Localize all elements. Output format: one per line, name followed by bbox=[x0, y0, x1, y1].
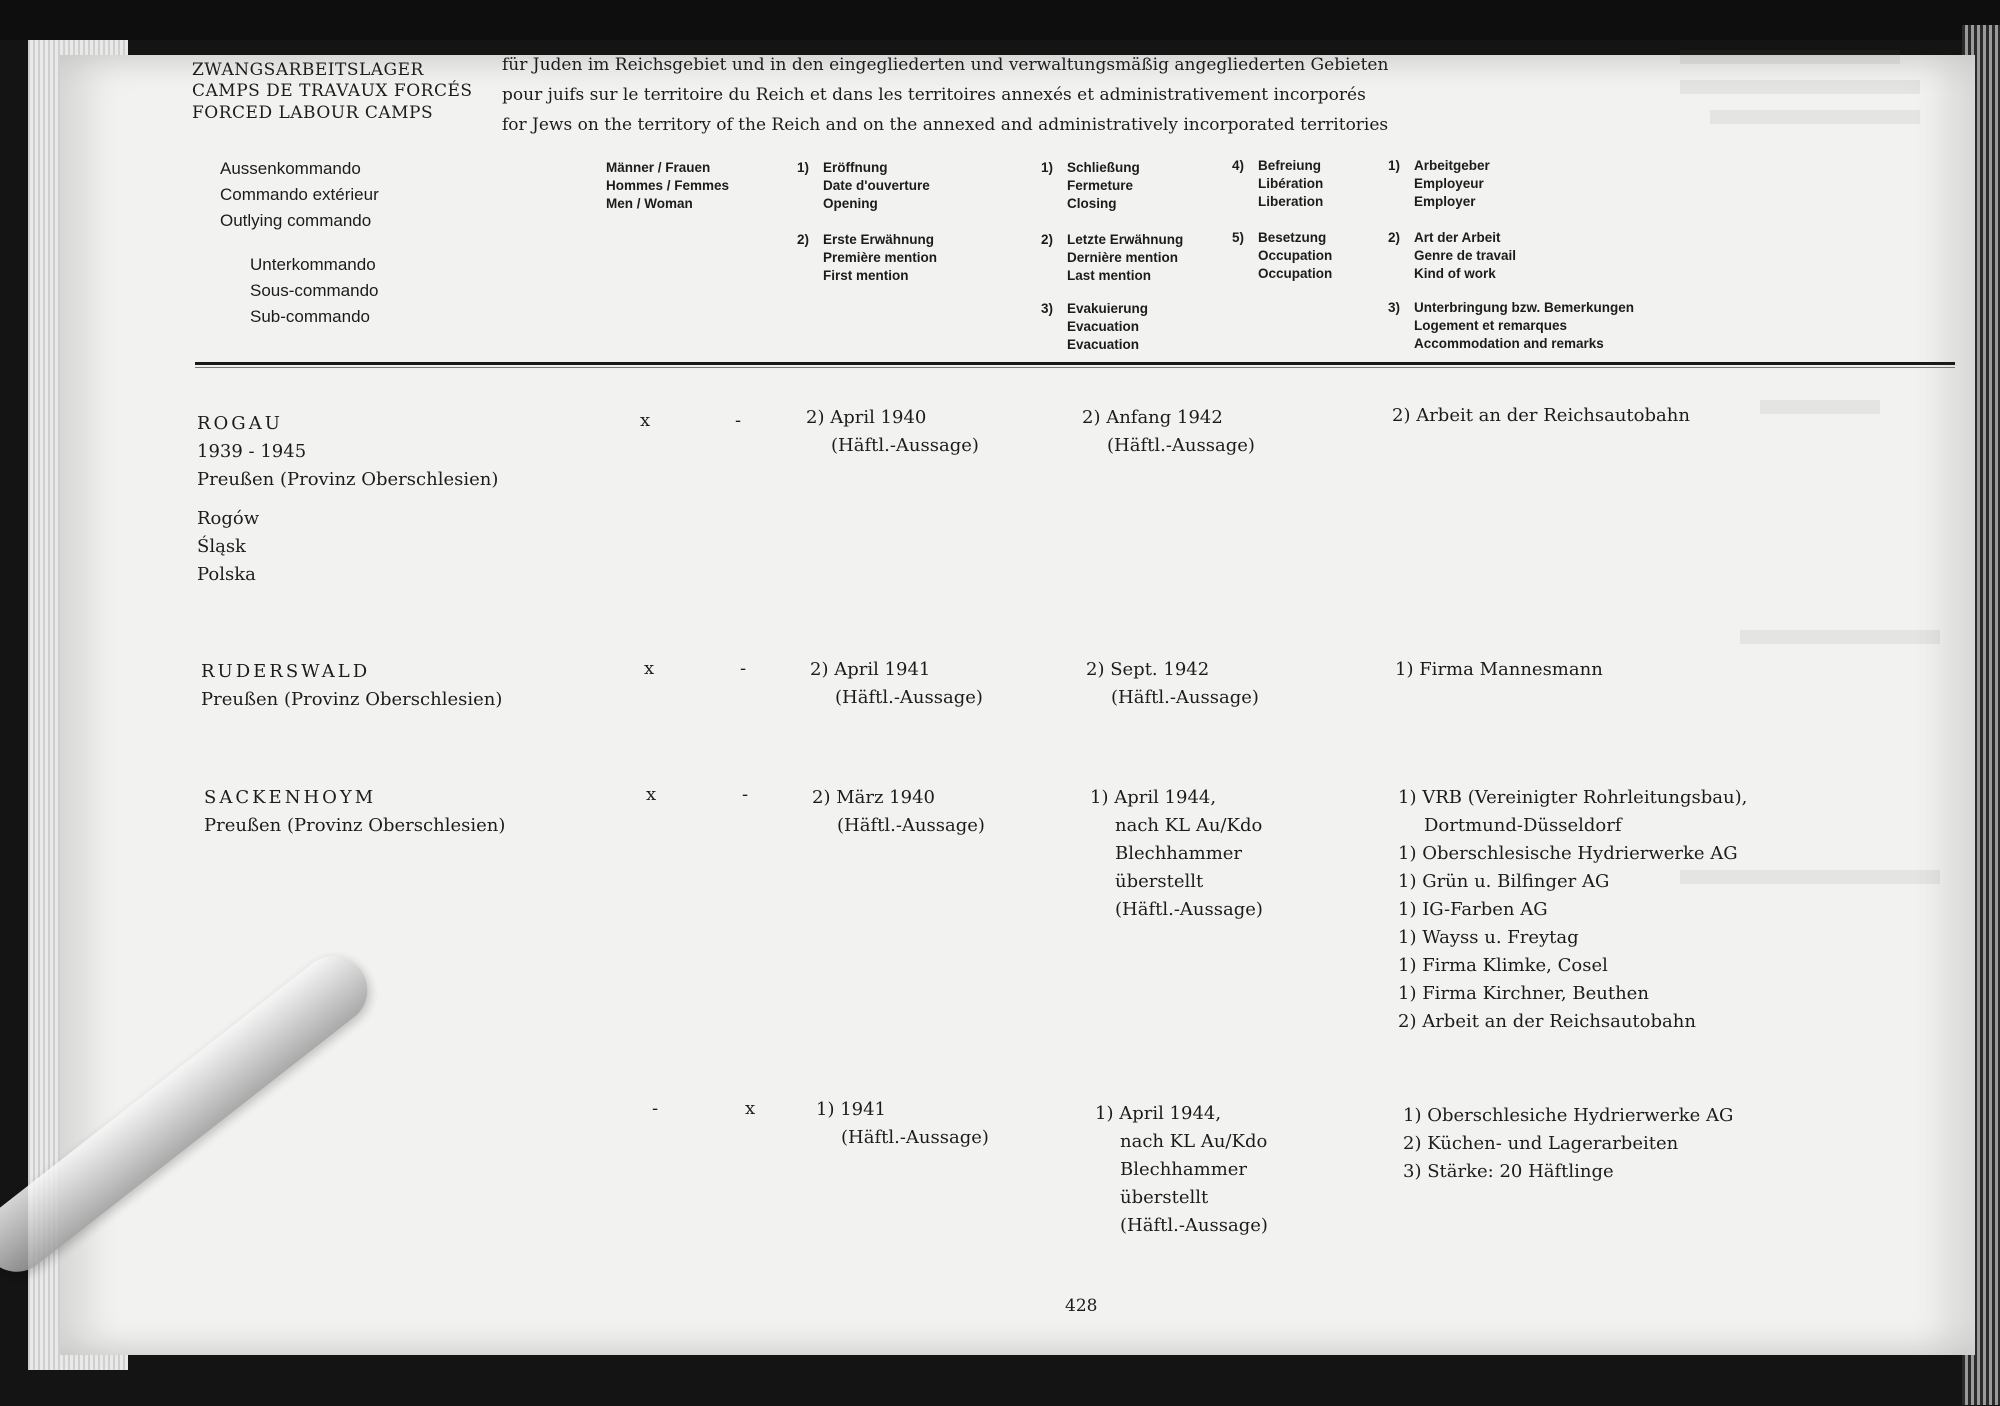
colhead-opening bbox=[797, 159, 930, 213]
entry-sackenhoym-remark-9: 2) Arbeit an der Reichsautobahn bbox=[1398, 1011, 1696, 1032]
colhead-closing-fr: Fermeture bbox=[1067, 178, 1134, 193]
colhead-opening-en: Opening bbox=[823, 196, 878, 211]
entry-4-remark-2: 2) Küchen- und Lagerarbeiten bbox=[1403, 1133, 1679, 1154]
entry-rogau-closing-date: 2) Anfang 1942 bbox=[1082, 407, 1223, 428]
entry-4-opening-date: 1) 1941 bbox=[816, 1099, 887, 1120]
sub-en: Sub-commando bbox=[250, 307, 371, 326]
colhead-accommodation-en: Accommodation and remarks bbox=[1414, 336, 1604, 351]
entry-rogau-local-town: Rogów bbox=[197, 508, 260, 529]
colhead-occupation bbox=[1232, 229, 1332, 283]
entry-ruderswald-remarks bbox=[1395, 656, 1603, 684]
entry-rogau-name: ROGAU bbox=[197, 413, 283, 434]
entry-rogau-men: x bbox=[640, 410, 651, 431]
colhead-last-mention-num: 2) bbox=[1041, 232, 1054, 247]
entry-ruderswald-opening-date: 2) April 1941 bbox=[810, 659, 931, 680]
entry-sackenhoym-closing-line-5: (Häftl.-Aussage) bbox=[1115, 899, 1263, 920]
title-en: FORCED LABOUR CAMPS bbox=[192, 102, 434, 123]
entry-rogau-province: Preußen (Provinz Oberschlesien) bbox=[197, 469, 499, 490]
entry-rogau-remarks bbox=[1392, 402, 1690, 430]
colhead-liberation-en: Liberation bbox=[1258, 194, 1324, 209]
desc-de: für Juden im Reichsgebiet und in den eingegliederten und verwaltungsmäßig angegliederten Gebieten bbox=[502, 55, 1389, 75]
colhead-closing-de: Schließung bbox=[1067, 160, 1140, 175]
entry-ruderswald-closing-date: 2) Sept. 1942 bbox=[1086, 659, 1210, 680]
header-divider-thin bbox=[195, 367, 1955, 368]
colhead-employer bbox=[1388, 157, 1490, 211]
entry-ruderswald-closing bbox=[1086, 656, 1259, 712]
entry-sackenhoym-remark-5: 1) IG-Farben AG bbox=[1398, 899, 1548, 920]
legend-sub-commando bbox=[250, 252, 379, 330]
colhead-last-mention-en: Last mention bbox=[1067, 268, 1152, 283]
colhead-kind-of-work-de: Art der Arbeit bbox=[1414, 230, 1501, 245]
colhead-first-mention bbox=[797, 231, 937, 285]
entry-4-remarks bbox=[1403, 1102, 1733, 1186]
entry-sackenhoym-closing-line-1: 1) April 1944, bbox=[1090, 787, 1217, 808]
colhead-liberation bbox=[1232, 157, 1323, 211]
colhead-gender-de: Männer / Frauen bbox=[606, 160, 711, 175]
entry-rogau-closing-source: (Häftl.-Aussage) bbox=[1107, 435, 1255, 456]
entry-ruderswald-women: - bbox=[740, 658, 747, 679]
entry-sackenhoym-women: - bbox=[742, 784, 749, 805]
entry-sackenhoym-remarks bbox=[1398, 784, 1747, 1036]
entry-rogau-years: 1939 - 1945 bbox=[197, 441, 307, 462]
entry-ruderswald-province: Preußen (Provinz Oberschlesien) bbox=[201, 689, 503, 710]
colhead-opening-de: Eröffnung bbox=[823, 160, 888, 175]
colhead-closing-en: Closing bbox=[1067, 196, 1117, 211]
entry-sackenhoym-remark-3: 1) Oberschlesische Hydrierwerke AG bbox=[1398, 843, 1738, 864]
entry-ruderswald-opening bbox=[810, 656, 983, 712]
desc-en: for Jews on the territory of the Reich and on the annexed and administratively incorporated territories bbox=[502, 115, 1389, 135]
entry-sackenhoym-men: x bbox=[646, 784, 657, 805]
entry-4-remark-1: 1) Oberschlesiche Hydrierwerke AG bbox=[1403, 1105, 1734, 1126]
entry-4-opening-source: (Häftl.-Aussage) bbox=[841, 1127, 989, 1148]
colhead-evacuation-fr: Evacuation bbox=[1067, 319, 1140, 334]
colhead-first-mention-fr: Première mention bbox=[823, 250, 938, 265]
colhead-evacuation-de: Evakuierung bbox=[1067, 301, 1149, 316]
entry-ruderswald-remark-1: 1) Firma Mannesmann bbox=[1395, 659, 1603, 680]
entry-sackenhoym-remark-8: 1) Firma Kirchner, Beuthen bbox=[1398, 983, 1649, 1004]
title-fr: CAMPS DE TRAVAUX FORCÉS bbox=[192, 81, 473, 102]
entry-ruderswald-name: RUDERSWALD bbox=[201, 661, 371, 682]
title-de: ZWANGSARBEITSLAGER bbox=[192, 60, 424, 80]
colhead-gender-fr: Hommes / Femmes bbox=[606, 178, 730, 193]
entry-sackenhoym-place bbox=[204, 784, 505, 840]
entry-4-women: x bbox=[745, 1098, 756, 1119]
header-divider bbox=[195, 362, 1955, 365]
colhead-evacuation-num: 3) bbox=[1041, 301, 1054, 316]
entry-sackenhoym-opening bbox=[812, 784, 985, 840]
legend-outlying-commando bbox=[220, 156, 379, 234]
outlying-fr: Commando extérieur bbox=[220, 185, 379, 204]
entry-4-men: - bbox=[652, 1098, 659, 1119]
colhead-occupation-num: 5) bbox=[1232, 230, 1245, 245]
header-description-block bbox=[502, 50, 1388, 140]
entry-ruderswald-opening-source: (Häftl.-Aussage) bbox=[835, 687, 983, 708]
desk-background bbox=[0, 0, 2000, 40]
sub-fr: Sous-commando bbox=[250, 281, 379, 300]
entry-4-closing-line-3: Blechhammer bbox=[1120, 1159, 1248, 1180]
colhead-liberation-de: Befreiung bbox=[1258, 158, 1322, 173]
entry-sackenhoym-remark-6: 1) Wayss u. Freytag bbox=[1398, 927, 1579, 948]
colhead-last-mention-de: Letzte Erwähnung bbox=[1067, 232, 1184, 247]
colhead-accommodation-fr: Logement et remarques bbox=[1414, 318, 1568, 333]
entry-4-closing bbox=[1095, 1100, 1268, 1240]
colhead-evacuation bbox=[1041, 300, 1148, 354]
entry-ruderswald-place bbox=[201, 658, 502, 714]
entry-4-closing-line-1: 1) April 1944, bbox=[1095, 1103, 1222, 1124]
entry-4-closing-line-4: überstellt bbox=[1120, 1187, 1209, 1208]
colhead-closing bbox=[1041, 159, 1140, 213]
desc-fr: pour juifs sur le territoire du Reich et dans les territoires annexés et administrativement incorporés bbox=[502, 85, 1366, 105]
entry-sackenhoym-closing-line-2: nach KL Au/Kdo bbox=[1115, 815, 1263, 836]
entry-4-opening bbox=[816, 1096, 989, 1152]
colhead-employer-num: 1) bbox=[1388, 158, 1401, 173]
colhead-accommodation-num: 3) bbox=[1388, 300, 1401, 315]
colhead-first-mention-en: First mention bbox=[823, 268, 909, 283]
page-number: 428 bbox=[1065, 1296, 1098, 1316]
entry-4-remark-3: 3) Stärke: 20 Häftlinge bbox=[1403, 1161, 1614, 1182]
entry-sackenhoym-opening-source: (Häftl.-Aussage) bbox=[837, 815, 985, 836]
entry-rogau-local-region: Śląsk bbox=[197, 536, 246, 557]
colhead-accommodation bbox=[1388, 299, 1634, 353]
entry-rogau-women: - bbox=[735, 410, 742, 431]
colhead-kind-of-work-num: 2) bbox=[1388, 230, 1401, 245]
entry-sackenhoym-remark-7: 1) Firma Klimke, Cosel bbox=[1398, 955, 1608, 976]
entry-rogau-opening bbox=[806, 404, 979, 460]
colhead-closing-num: 1) bbox=[1041, 160, 1054, 175]
entry-sackenhoym-closing bbox=[1090, 784, 1263, 924]
entry-rogau-local-country: Polska bbox=[197, 564, 256, 585]
entry-ruderswald-closing-source: (Häftl.-Aussage) bbox=[1111, 687, 1259, 708]
colhead-employer-fr: Employeur bbox=[1414, 176, 1484, 191]
colhead-kind-of-work-en: Kind of work bbox=[1414, 266, 1496, 281]
entry-rogau-closing bbox=[1082, 404, 1255, 460]
entry-sackenhoym-remark-2: Dortmund-Düsseldorf bbox=[1424, 815, 1622, 836]
entry-sackenhoym-name: SACKENHOYM bbox=[204, 787, 377, 808]
colhead-kind-of-work bbox=[1388, 229, 1516, 283]
entry-rogau-local-names bbox=[197, 505, 259, 589]
colhead-accommodation-de: Unterbringung bzw. Bemerkungen bbox=[1414, 300, 1635, 315]
colhead-occupation-de: Besetzung bbox=[1258, 230, 1327, 245]
entry-sackenhoym-closing-line-3: Blechhammer bbox=[1115, 843, 1243, 864]
entry-4-closing-line-2: nach KL Au/Kdo bbox=[1120, 1131, 1268, 1152]
colhead-first-mention-num: 2) bbox=[797, 232, 810, 247]
colhead-occupation-fr: Occupation bbox=[1258, 248, 1333, 263]
colhead-last-mention-fr: Dernière mention bbox=[1067, 250, 1179, 265]
sub-de: Unterkommando bbox=[250, 255, 376, 274]
colhead-employer-de: Arbeitgeber bbox=[1414, 158, 1490, 173]
entry-sackenhoym-closing-line-4: überstellt bbox=[1115, 871, 1204, 892]
entry-rogau-opening-date: 2) April 1940 bbox=[806, 407, 927, 428]
entry-rogau-opening-source: (Häftl.-Aussage) bbox=[831, 435, 979, 456]
colhead-liberation-num: 4) bbox=[1232, 158, 1245, 173]
outlying-de: Aussenkommando bbox=[220, 159, 361, 178]
colhead-first-mention-de: Erste Erwähnung bbox=[823, 232, 935, 247]
colhead-employer-en: Employer bbox=[1414, 194, 1476, 209]
colhead-evacuation-en: Evacuation bbox=[1067, 337, 1140, 352]
entry-sackenhoym-remark-1: 1) VRB (Vereinigter Rohrleitungsbau), bbox=[1398, 787, 1748, 808]
colhead-kind-of-work-fr: Genre de travail bbox=[1414, 248, 1517, 263]
entry-sackenhoym-remark-4: 1) Grün u. Bilfinger AG bbox=[1398, 871, 1610, 892]
entry-ruderswald-men: x bbox=[644, 658, 655, 679]
entry-4-closing-line-5: (Häftl.-Aussage) bbox=[1120, 1215, 1268, 1236]
colhead-gender-en: Men / Woman bbox=[606, 196, 693, 211]
colhead-opening-num: 1) bbox=[797, 160, 810, 175]
colhead-occupation-en: Occupation bbox=[1258, 266, 1333, 281]
outlying-en: Outlying commando bbox=[220, 211, 372, 230]
entry-sackenhoym-province: Preußen (Provinz Oberschlesien) bbox=[204, 815, 506, 836]
entry-sackenhoym-opening-date: 2) März 1940 bbox=[812, 787, 935, 808]
entry-rogau-remark-1: 2) Arbeit an der Reichsautobahn bbox=[1392, 405, 1690, 426]
colhead-liberation-fr: Libération bbox=[1258, 176, 1324, 191]
colhead-last-mention bbox=[1041, 231, 1183, 285]
colhead-gender bbox=[606, 159, 729, 213]
header-title-block bbox=[192, 60, 473, 124]
colhead-opening-fr: Date d'ouverture bbox=[823, 178, 930, 193]
entry-rogau-place bbox=[197, 410, 498, 494]
